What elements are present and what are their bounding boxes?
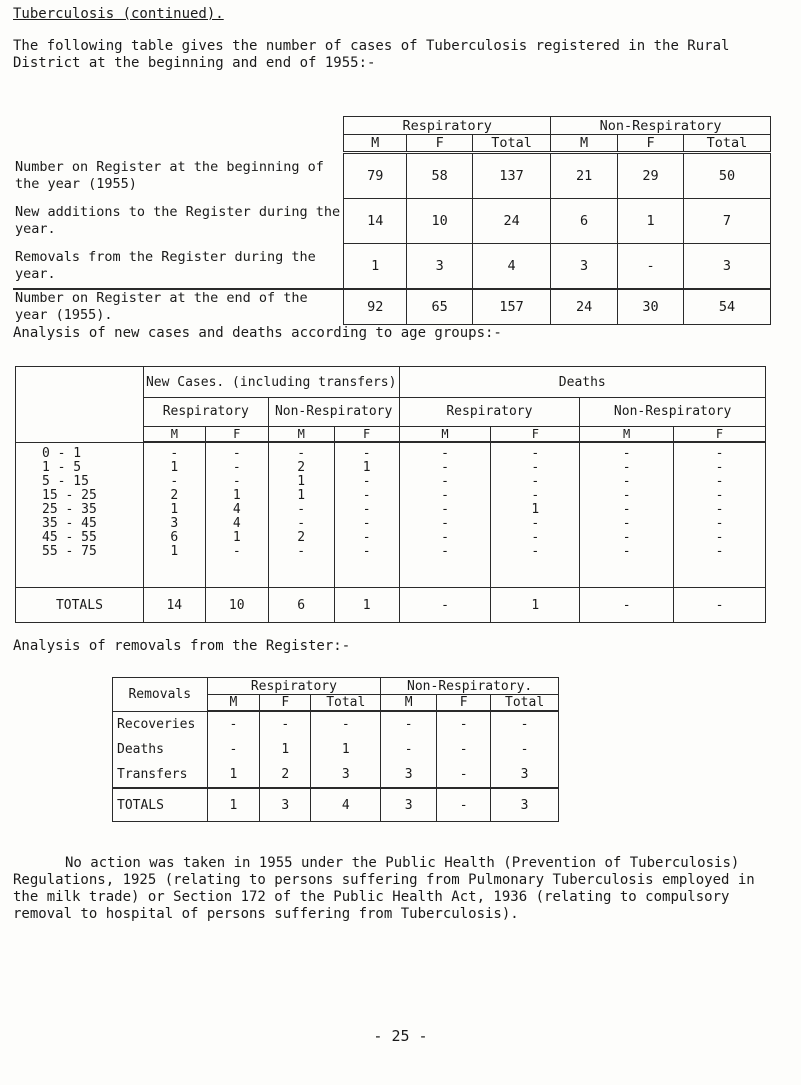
cell: 5 - 15 xyxy=(42,473,89,489)
cell: - xyxy=(622,544,631,559)
cell: - xyxy=(437,762,491,788)
cell: - xyxy=(531,544,540,559)
removals-corner: Removals xyxy=(113,678,208,712)
cell: - xyxy=(715,502,724,517)
cell: 1 xyxy=(297,488,306,503)
cell: - xyxy=(622,516,631,531)
row-label: Removals from the Register during the year. xyxy=(13,244,344,290)
age-corner xyxy=(16,367,144,443)
cell: 3 xyxy=(551,244,618,290)
row-label: Transfers xyxy=(113,762,208,788)
register-col: Total xyxy=(473,135,551,153)
cell: - xyxy=(362,516,371,531)
cell: - xyxy=(622,530,631,545)
cell: 1 xyxy=(362,460,371,475)
data-column xyxy=(491,442,580,588)
total-cell: - xyxy=(674,588,766,623)
sex-col: M xyxy=(399,427,491,443)
sub-non-respiratory: Non-Respiratory xyxy=(580,398,766,427)
row-label: New additions to the Register during the year. xyxy=(13,199,344,244)
data-column xyxy=(143,442,205,588)
cell: 1 xyxy=(207,762,260,788)
group-deaths: Deaths xyxy=(399,367,765,398)
sub-non-respiratory: Non-Respiratory xyxy=(268,398,399,427)
cell: 3 xyxy=(407,244,473,290)
cell: 1 xyxy=(344,244,407,290)
cell: 6 xyxy=(170,530,179,545)
cell: 21 xyxy=(551,153,618,199)
cell: 2 xyxy=(297,530,306,545)
cell: - xyxy=(362,544,371,559)
cell: - xyxy=(297,502,306,517)
cell: 2 xyxy=(297,460,306,475)
cell: 0 - 1 xyxy=(42,445,82,461)
cell: - xyxy=(441,446,449,461)
cell: - xyxy=(297,446,306,461)
data-column xyxy=(334,442,399,588)
cell: 3 xyxy=(684,244,771,290)
cell: 3 xyxy=(381,762,437,788)
cell: - xyxy=(362,502,371,517)
cell: 6 xyxy=(551,199,618,244)
totals-row xyxy=(16,588,766,623)
cell: - xyxy=(441,516,449,531)
removals-col: M xyxy=(207,695,260,712)
data-column xyxy=(205,442,268,588)
total-cell: 1 xyxy=(207,788,260,822)
total-cell: 1 xyxy=(491,588,580,623)
register-corner xyxy=(13,117,344,153)
cell: 4 xyxy=(473,244,551,290)
register-group-non-respiratory: Non-Respiratory xyxy=(551,117,771,135)
cell: - xyxy=(715,474,724,489)
cell: 3 xyxy=(170,516,179,531)
cell: - xyxy=(531,488,540,503)
table-row xyxy=(113,737,559,762)
cell: 4 xyxy=(232,502,241,517)
row-label: Number on Register at the end of the year (1955). xyxy=(13,289,344,325)
removals-group-non-respiratory: Non-Respiratory. xyxy=(381,678,559,695)
cell: - xyxy=(260,711,311,737)
cell: - xyxy=(531,474,540,489)
table-row xyxy=(13,199,771,244)
removals-col: F xyxy=(260,695,311,712)
row-label: Deaths xyxy=(113,737,208,762)
cell: 79 xyxy=(344,153,407,199)
cell: 92 xyxy=(344,289,407,325)
totals-row xyxy=(113,788,559,822)
cell: 1 xyxy=(531,502,540,517)
cell: - xyxy=(715,530,724,545)
cell: 65 xyxy=(407,289,473,325)
cell: 45 - 55 xyxy=(42,529,97,545)
row-label: Number on Register at the beginning of the year (1955) xyxy=(13,153,344,199)
cell: 3 xyxy=(491,762,559,788)
cell: 1 xyxy=(618,199,684,244)
sex-col: M xyxy=(268,427,334,443)
age-analysis-title: Analysis of new cases and deaths according to age groups:- xyxy=(13,325,502,341)
removals-col: M xyxy=(381,695,437,712)
cell: - xyxy=(491,711,559,737)
cell: 1 xyxy=(260,737,311,762)
register-group-respiratory: Respiratory xyxy=(344,117,551,135)
register-col: M xyxy=(551,135,618,153)
total-cell: 14 xyxy=(143,588,205,623)
total-cell: 4 xyxy=(311,788,381,822)
cell: - xyxy=(531,446,540,461)
cell: - xyxy=(441,530,449,545)
cell: - xyxy=(207,737,260,762)
cell: - xyxy=(232,544,241,559)
register-col: F xyxy=(407,135,473,153)
cell: - xyxy=(622,446,631,461)
cell: 1 xyxy=(232,530,241,545)
table-row xyxy=(16,442,766,588)
register-col: F xyxy=(618,135,684,153)
register-col: M xyxy=(344,135,407,153)
register-table xyxy=(13,116,771,325)
cell: - xyxy=(441,488,449,503)
cell: - xyxy=(207,711,260,737)
cell: 35 - 45 xyxy=(42,515,97,531)
cell: - xyxy=(531,460,540,475)
sub-respiratory: Respiratory xyxy=(399,398,580,427)
cell: 58 xyxy=(407,153,473,199)
cell: - xyxy=(362,474,371,489)
sub-respiratory: Respiratory xyxy=(143,398,268,427)
row-label: Recoveries xyxy=(113,711,208,737)
cell: 157 xyxy=(473,289,551,325)
cell: 3 xyxy=(311,762,381,788)
total-cell: - xyxy=(580,588,674,623)
cell: 1 xyxy=(232,488,241,503)
cell: - xyxy=(297,544,306,559)
cell: 4 xyxy=(232,516,241,531)
cell: 25 - 35 xyxy=(42,501,97,517)
cell: - xyxy=(441,544,449,559)
cell: 137 xyxy=(473,153,551,199)
cell: 54 xyxy=(684,289,771,325)
cell: 30 xyxy=(618,289,684,325)
data-column xyxy=(399,442,491,588)
cell: 10 xyxy=(407,199,473,244)
age-column xyxy=(16,442,144,588)
total-cell: 3 xyxy=(260,788,311,822)
table-row xyxy=(13,244,771,290)
cell: - xyxy=(618,244,684,290)
cell: - xyxy=(381,737,437,762)
cell: - xyxy=(170,474,179,489)
data-column xyxy=(268,442,334,588)
total-cell: 3 xyxy=(381,788,437,822)
closing-paragraph: No action was taken in 1955 under the Public Health (Prevention of Tuberculosis) Regulations, 1925 (relating to persons suffering from Pulmonary Tuberculosis employed in the milk trade) or Section 172 of the Public Health Act, 1936 (relating to compulsory removal to hospital of persons suffering from Tuberculosis). xyxy=(13,855,755,922)
cell: - xyxy=(232,446,241,461)
cell: - xyxy=(715,460,724,475)
page-number: - 25 - xyxy=(373,1027,428,1045)
cell: 7 xyxy=(684,199,771,244)
cell: - xyxy=(441,474,449,489)
removals-table xyxy=(112,677,559,822)
cell: - xyxy=(362,530,371,545)
table-row xyxy=(13,289,771,325)
age-analysis-table xyxy=(15,366,766,623)
cell: - xyxy=(170,446,179,461)
table-row xyxy=(113,762,559,788)
cell: 1 xyxy=(170,460,179,475)
intro-paragraph: The following table gives the number of cases of Tuberculosis registered in the Rural District at the beginning and end of 1955:- xyxy=(13,38,730,71)
section-heading: Tuberculosis (continued). xyxy=(13,6,224,22)
sex-col: M xyxy=(143,427,205,443)
table-row xyxy=(113,711,559,737)
cell: - xyxy=(715,544,724,559)
total-cell: - xyxy=(437,788,491,822)
data-column xyxy=(580,442,674,588)
total-cell: - xyxy=(399,588,491,623)
cell: 14 xyxy=(344,199,407,244)
cell: - xyxy=(622,502,631,517)
cell: - xyxy=(622,460,631,475)
sex-col: M xyxy=(580,427,674,443)
cell: 2 xyxy=(170,488,179,503)
cell: - xyxy=(491,737,559,762)
sex-col: F xyxy=(491,427,580,443)
removals-col: Total xyxy=(491,695,559,712)
sex-col: F xyxy=(205,427,268,443)
cell: - xyxy=(622,488,631,503)
removals-col: Total xyxy=(311,695,381,712)
totals-label: TOTALS xyxy=(113,788,208,822)
register-col: Total xyxy=(684,135,771,153)
cell: - xyxy=(441,460,449,475)
cell: - xyxy=(622,474,631,489)
total-cell: 1 xyxy=(334,588,399,623)
cell: - xyxy=(715,446,724,461)
cell: 2 xyxy=(260,762,311,788)
cell: - xyxy=(311,711,381,737)
cell: 29 xyxy=(618,153,684,199)
group-new-cases: New Cases. (including transfers) xyxy=(143,367,399,398)
cell: - xyxy=(362,488,371,503)
sex-col: F xyxy=(674,427,766,443)
cell: - xyxy=(715,516,724,531)
removals-group-respiratory: Respiratory xyxy=(207,678,381,695)
cell: 50 xyxy=(684,153,771,199)
table-row xyxy=(13,153,771,199)
cell: 55 - 75 xyxy=(42,543,97,559)
total-cell: 3 xyxy=(491,788,559,822)
totals-label: TOTALS xyxy=(16,588,144,623)
cell: - xyxy=(232,460,241,475)
cell: - xyxy=(531,516,540,531)
cell: 1 xyxy=(297,474,306,489)
cell: 1 - 5 xyxy=(42,459,82,475)
cell: - xyxy=(441,502,449,517)
cell: - xyxy=(437,737,491,762)
cell: - xyxy=(715,488,724,503)
cell: 24 xyxy=(551,289,618,325)
cell: 24 xyxy=(473,199,551,244)
sex-col: F xyxy=(334,427,399,443)
cell: - xyxy=(232,474,241,489)
total-cell: 6 xyxy=(268,588,334,623)
cell: 1 xyxy=(170,502,179,517)
cell: - xyxy=(297,516,306,531)
cell: 1 xyxy=(170,544,179,559)
cell: - xyxy=(362,446,371,461)
removals-analysis-title: Analysis of removals from the Register:- xyxy=(13,638,351,654)
cell: 1 xyxy=(311,737,381,762)
data-column xyxy=(674,442,766,588)
cell: - xyxy=(381,711,437,737)
cell: - xyxy=(531,530,540,545)
cell: 15 - 25 xyxy=(42,487,97,503)
total-cell: 10 xyxy=(205,588,268,623)
cell: - xyxy=(437,711,491,737)
removals-col: F xyxy=(437,695,491,712)
